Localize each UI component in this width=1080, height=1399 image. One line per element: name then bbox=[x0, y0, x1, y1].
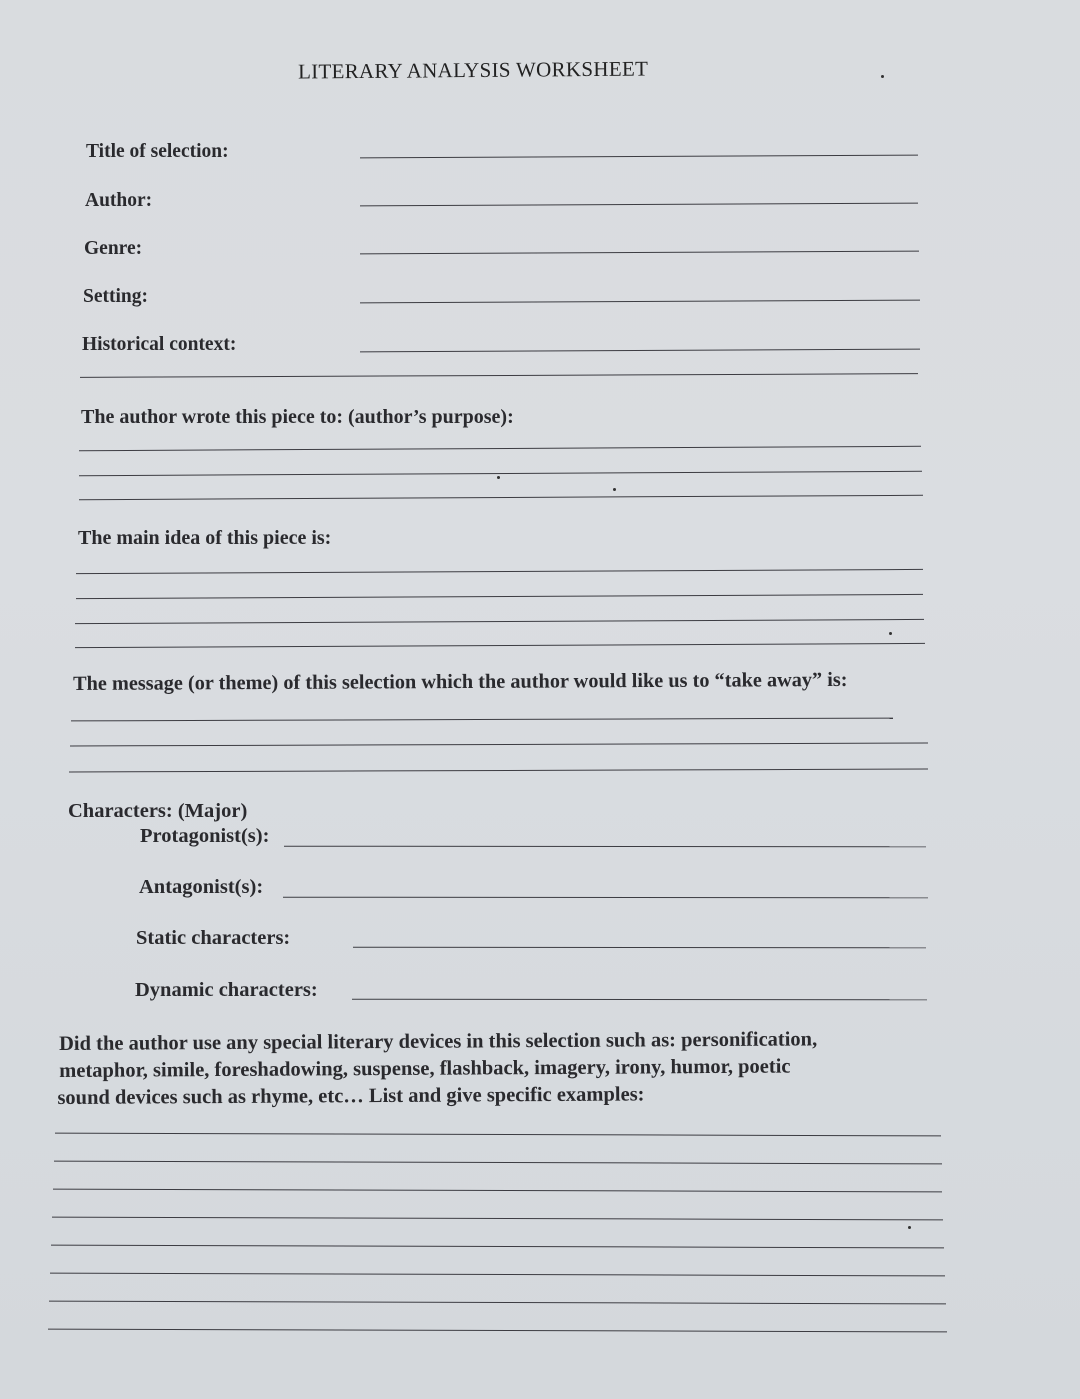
examples-line[interactable] bbox=[52, 1217, 943, 1221]
setting-label: Setting: bbox=[83, 286, 148, 307]
ink-speck bbox=[908, 1226, 911, 1229]
protagonist-label: Protagonist(s): bbox=[140, 825, 270, 847]
literary-devices-line-1: Did the author use any special literary devices in this selection such as: personification, bbox=[59, 1028, 818, 1055]
theme-prompt: The message (or theme) of this selection which the author would like us to “take away” is: bbox=[73, 668, 848, 695]
authors-purpose-prompt: The author wrote this piece to: (author’s purpose): bbox=[81, 406, 514, 428]
examples-line[interactable] bbox=[50, 1273, 945, 1277]
dynamic-characters-line[interactable] bbox=[352, 999, 927, 1001]
historical-context-label: Historical context: bbox=[82, 334, 237, 355]
ink-speck bbox=[613, 488, 616, 491]
historical-context-line-2[interactable] bbox=[80, 373, 918, 378]
ink-speck bbox=[881, 75, 884, 78]
static-characters-label: Static characters: bbox=[136, 927, 291, 949]
ink-speck bbox=[497, 476, 500, 479]
purpose-line[interactable] bbox=[79, 471, 922, 476]
purpose-line[interactable] bbox=[79, 446, 921, 451]
genre-line[interactable] bbox=[360, 251, 919, 255]
title-of-selection-line[interactable] bbox=[360, 155, 918, 159]
literary-devices-line-3: sound devices such as rhyme, etc… List and give specific examples: bbox=[57, 1083, 645, 1110]
examples-line[interactable] bbox=[48, 1329, 947, 1333]
examples-line[interactable] bbox=[55, 1133, 941, 1137]
purpose-line[interactable] bbox=[79, 495, 923, 500]
ink-speck bbox=[889, 632, 892, 635]
literary-devices-prompt bbox=[59, 1026, 919, 1112]
historical-context-line[interactable] bbox=[360, 349, 920, 353]
author-label: Author: bbox=[85, 190, 153, 211]
antagonist-label: Antagonist(s): bbox=[139, 876, 264, 898]
theme-line[interactable] bbox=[69, 769, 928, 773]
examples-line[interactable] bbox=[53, 1189, 942, 1193]
main-idea-line[interactable] bbox=[75, 619, 924, 624]
examples-line[interactable] bbox=[51, 1245, 944, 1249]
setting-line[interactable] bbox=[360, 300, 920, 304]
antagonist-line[interactable] bbox=[283, 897, 928, 899]
main-idea-prompt: The main idea of this piece is: bbox=[78, 527, 332, 549]
dynamic-characters-label: Dynamic characters: bbox=[135, 979, 318, 1001]
examples-line[interactable] bbox=[54, 1161, 942, 1165]
worksheet-title: LITERARY ANALYSIS WORKSHEET bbox=[297, 56, 649, 84]
main-idea-line[interactable] bbox=[75, 643, 925, 648]
genre-label: Genre: bbox=[84, 238, 143, 259]
theme-line[interactable] bbox=[70, 743, 928, 747]
static-characters-line[interactable] bbox=[353, 947, 926, 949]
literary-devices-line-2: metaphor, simile, foreshadowing, suspense, flashback, imagery, irony, humor, poetic bbox=[59, 1055, 791, 1082]
examples-line[interactable] bbox=[49, 1301, 946, 1305]
protagonist-line[interactable] bbox=[284, 846, 926, 848]
characters-heading: Characters: (Major) bbox=[68, 800, 248, 822]
main-idea-line[interactable] bbox=[76, 594, 923, 599]
title-of-selection-label: Title of selection: bbox=[86, 141, 229, 162]
theme-line[interactable] bbox=[71, 718, 893, 722]
author-line[interactable] bbox=[360, 203, 918, 207]
main-idea-line[interactable] bbox=[76, 569, 923, 574]
